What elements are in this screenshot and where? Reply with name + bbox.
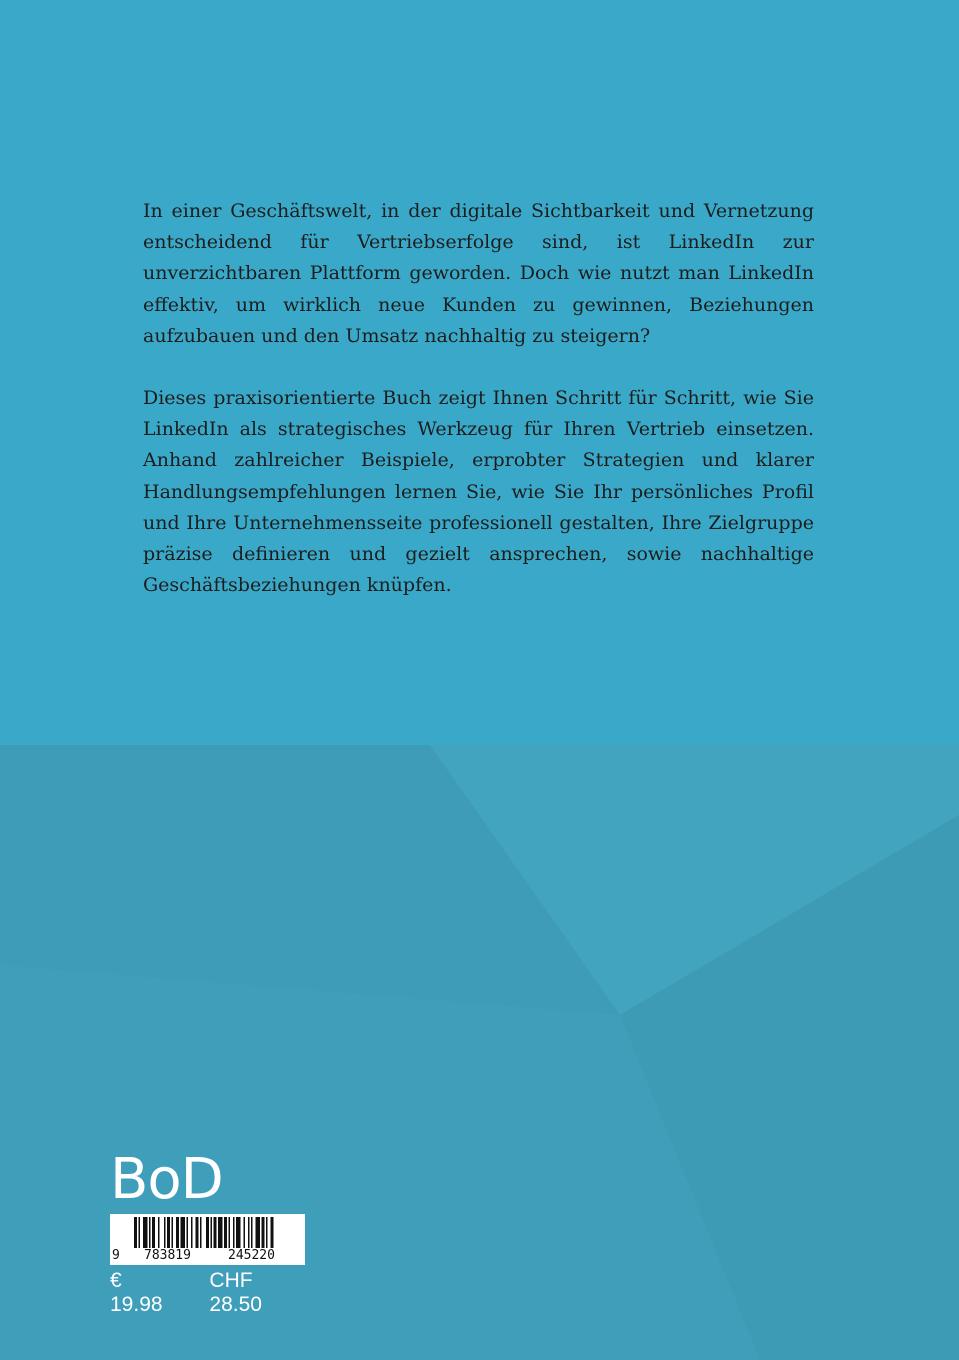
isbn-number <box>112 1248 302 1263</box>
blurb-paragraph-2: Dieses praxisorientierte Buch zeigt Ihnen Schritt für Schritt, wie Sie LinkedIn als strategisches Werkzeug für Ihren Vertrieb einsetzen. Anhand zahlreicher Beispiele, erprobter Strategien und klarer Handlungsempfehlungen lernen Sie, wie Sie Ihr persönliches Profil und Ihre Unternehmensseite professionell gestalten, Ihre Zielgruppe präzise definieren und gezielt ansprechen, sowie nachhaltige Geschäftsbeziehungen knüpfen. <box>143 387 814 597</box>
isbn-group-1: 783819 <box>144 1248 191 1263</box>
publisher-block <box>110 1147 310 1317</box>
isbn-barcode <box>110 1214 305 1265</box>
price-row <box>110 1269 310 1317</box>
publisher-logo: BoD <box>110 1147 223 1212</box>
blurb-paragraph-1: In einer Geschäftswelt, in der digitale Sichtbarkeit und Vernetzung entscheidend für Vertriebserfolge sind, ist LinkedIn zur unverzichtbaren Plattform geworden. Doch wie nutzt man LinkedIn effektiv, um wirklich neue Kunden zu gewinnen, Beziehungen aufzubauen und den Umsatz nachhaltig zu steigern? <box>143 200 814 347</box>
back-cover-blurb <box>143 196 814 632</box>
price-chf: CHF 28.50 <box>209 1269 262 1316</box>
price-eur: € 19.98 <box>110 1269 163 1316</box>
isbn-prefix: 9 <box>112 1248 120 1263</box>
isbn-group-2: 245220 <box>228 1248 275 1263</box>
